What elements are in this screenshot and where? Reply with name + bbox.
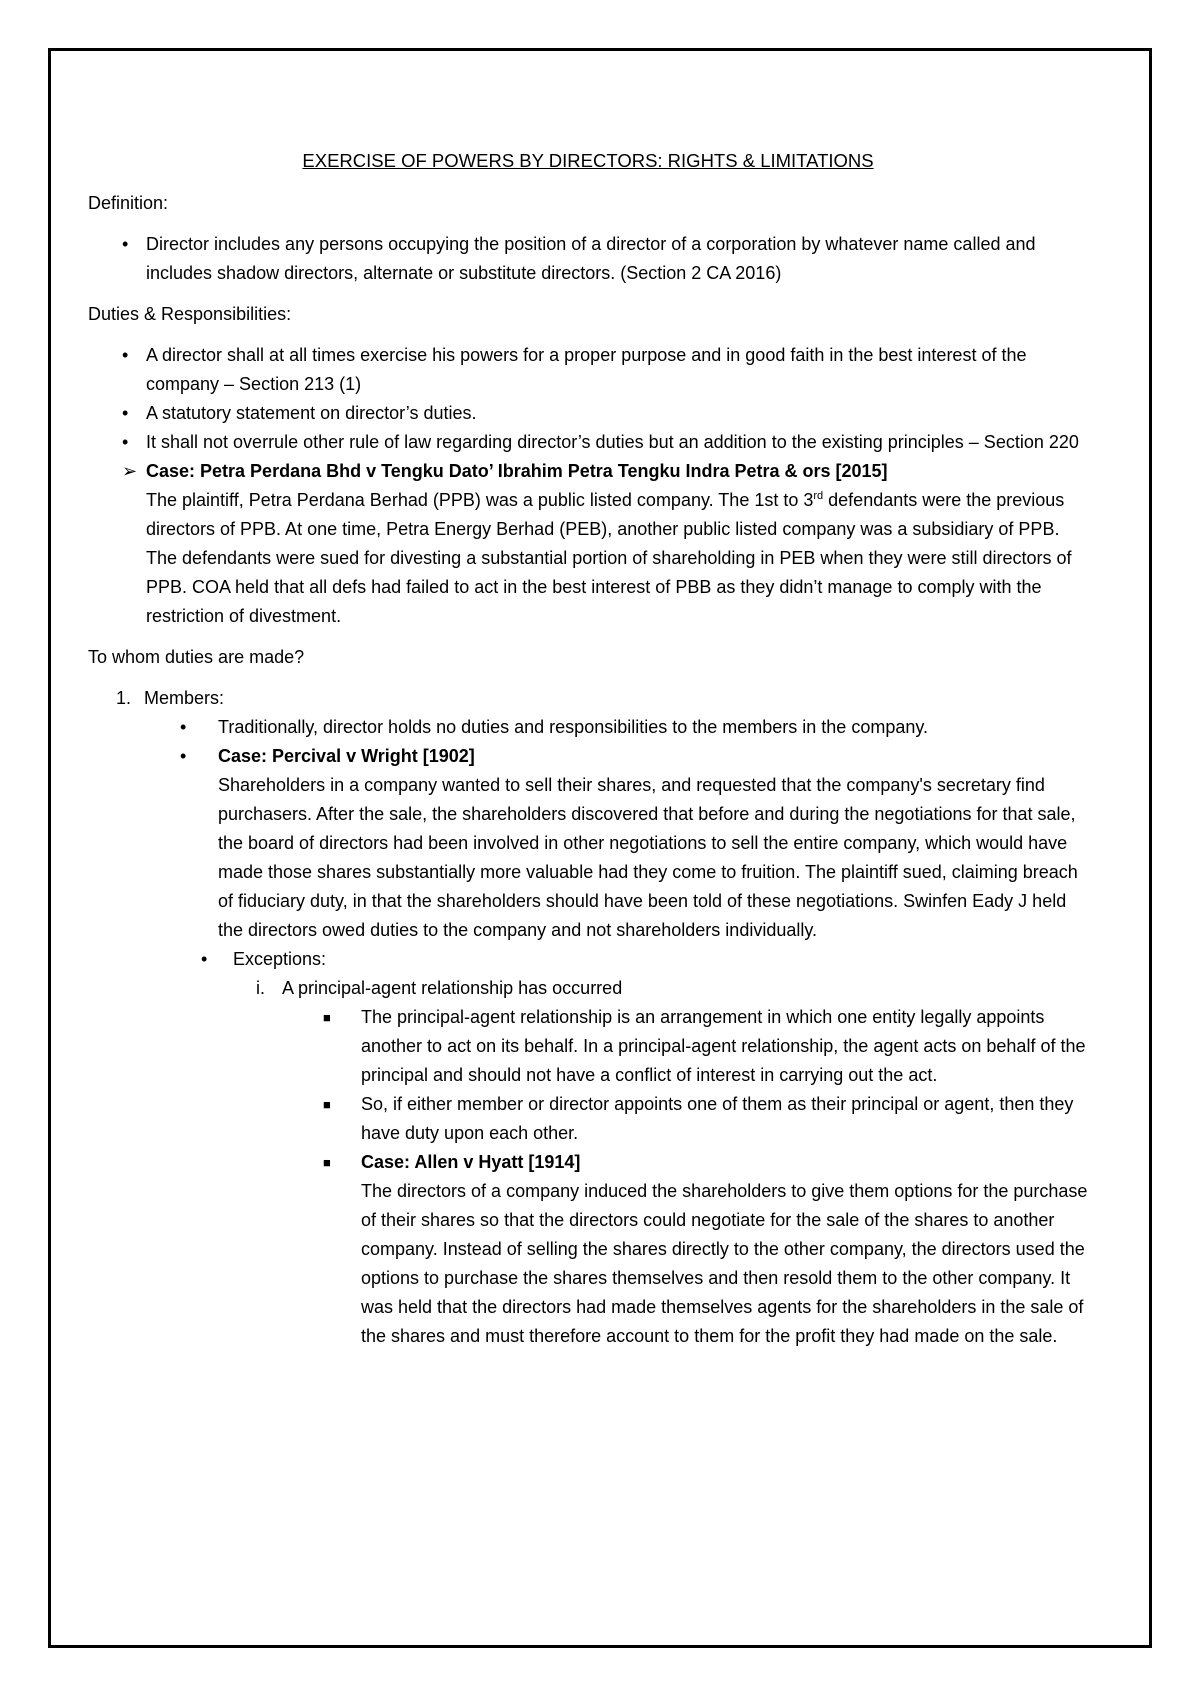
case-title-allen: Case: Allen v Hyatt [1914]	[361, 1152, 581, 1172]
exception-point-text: So, if either member or director appoints one of them as their principal or agent, then they have duty upon each other.	[361, 1094, 1074, 1143]
case-text-part: defendants were the previous directors of PPB. At one time, Petra Energy Berhad (PEB), another public listed company was a subsidiary of PPB. The defendants were sued for divesting a substantial portion of shareholding in PEB when they were still directors of PPB. COA held that all defs had failed to act in the best interest of PBB as they didn’t manage to comply with the restriction of divestment.	[146, 490, 1072, 626]
roman-numeral: i.	[256, 978, 265, 998]
bullet-icon: •	[122, 403, 129, 423]
exception-sublist	[88, 974, 1088, 1003]
bullet-icon: •	[122, 345, 129, 365]
bullet-icon: •	[122, 432, 129, 452]
definition-list	[88, 230, 1088, 288]
case-text-petra	[146, 486, 1088, 631]
definition-heading: Definition:	[88, 193, 169, 213]
to-whom-list	[88, 684, 1088, 713]
members-point-text: Traditionally, director holds no duties and responsibilities to the members in the company.	[218, 717, 929, 737]
definition-text: Director includes any persons occupying the position of a director of a corporation by whatever name called and includes shadow directors, alternate or substitute directors. (Section 2 CA 2016)	[146, 234, 1036, 283]
exception-i	[88, 974, 1088, 1003]
document-body	[88, 146, 1088, 1351]
exception-i-points	[88, 1003, 1088, 1351]
document-title: EXERCISE OF POWERS BY DIRECTORS: RIGHTS & LIMITATIONS	[302, 150, 874, 171]
duty-item	[88, 399, 1088, 428]
case-title-petra: Case: Petra Perdana Bhd v Tengku Dato’ Ibrahim Petra Tengku Indra Petra & ors [2015]	[146, 461, 888, 481]
exceptions-item	[88, 945, 1088, 974]
square-bullet-icon: ■	[323, 1097, 331, 1112]
list-number: 1.	[116, 688, 132, 708]
definition-item	[88, 230, 1088, 288]
members-item	[88, 684, 1088, 713]
members-list	[88, 713, 1088, 945]
duty-text: A director shall at all times exercise his powers for a proper purpose and in good faith in the best interest of the company – Section 213 (1)	[146, 345, 1027, 394]
case-text-percival: Shareholders in a company wanted to sell their shares, and requested that the company's secretary find purchasers. After the sale, the shareholders discovered that before and during the negotiations for that sale, the board of directors had been involved in other negotiations to sell the entire company, which would have made those shares substantially more valuable had they come to fruition. The plaintiff sued, claiming breach of fiduciary duty, in that the shareholders should have been told of these negotiations. Swinfen Eady J held the directors owed duties to the company and not shareholders individually.	[218, 775, 1078, 940]
duties-heading: Duties & Responsibilities:	[88, 304, 292, 324]
exceptions-label: Exceptions:	[233, 949, 327, 969]
exception-point-text: The principal-agent relationship is an arrangement in which one entity legally appoints another to act on its behalf. In a principal-agent relationship, the agent acts on behalf of the principal and should not have a conflict of interest in carrying out the act.	[361, 1007, 1086, 1085]
duty-text: A statutory statement on director’s duties.	[146, 403, 477, 423]
ordinal-superscript: rd	[813, 490, 824, 502]
arrow-bullet-icon: ➢	[122, 461, 138, 481]
bullet-icon: •	[180, 717, 187, 737]
duty-item	[88, 341, 1088, 399]
members-case-item	[88, 742, 1088, 945]
case-text-part: The plaintiff, Petra Perdana Berhad (PPB) was a public listed company. The 1st to 3	[146, 490, 814, 510]
case-title-percival: Case: Percival v Wright [1902]	[218, 746, 475, 766]
case-text-allen: The directors of a company induced the shareholders to give them options for the purchase of their shares so that the directors could negotiate for the sale of the shares to another company. Instead of selling the shares directly to the other company, the directors used the options to purchase the shares themselves and then resold them to the other company. It was held that the directors had made themselves agents for the shareholders in the sale of the shares and must therefore account to them for the profit they had made on the sale.	[361, 1181, 1088, 1346]
square-bullet-icon: ■	[323, 1155, 331, 1170]
members-point	[88, 713, 1088, 742]
duty-case-item	[88, 457, 1088, 631]
exception-case-item	[88, 1148, 1088, 1351]
exception-point	[88, 1090, 1088, 1148]
duties-list	[88, 341, 1088, 631]
bullet-icon: •	[201, 949, 208, 969]
bullet-icon: •	[122, 234, 129, 254]
duty-text: It shall not overrule other rule of law regarding director’s duties but an addition to the existing principles – Section 220	[146, 432, 1079, 452]
exceptions-list	[88, 945, 1088, 974]
members-label: Members:	[144, 688, 225, 708]
exception-i-label: A principal-agent relationship has occurred	[282, 978, 623, 998]
bullet-icon: •	[180, 746, 187, 766]
exception-point	[88, 1003, 1088, 1090]
duty-item	[88, 428, 1088, 457]
square-bullet-icon: ■	[323, 1010, 331, 1025]
to-whom-heading: To whom duties are made?	[88, 647, 305, 667]
